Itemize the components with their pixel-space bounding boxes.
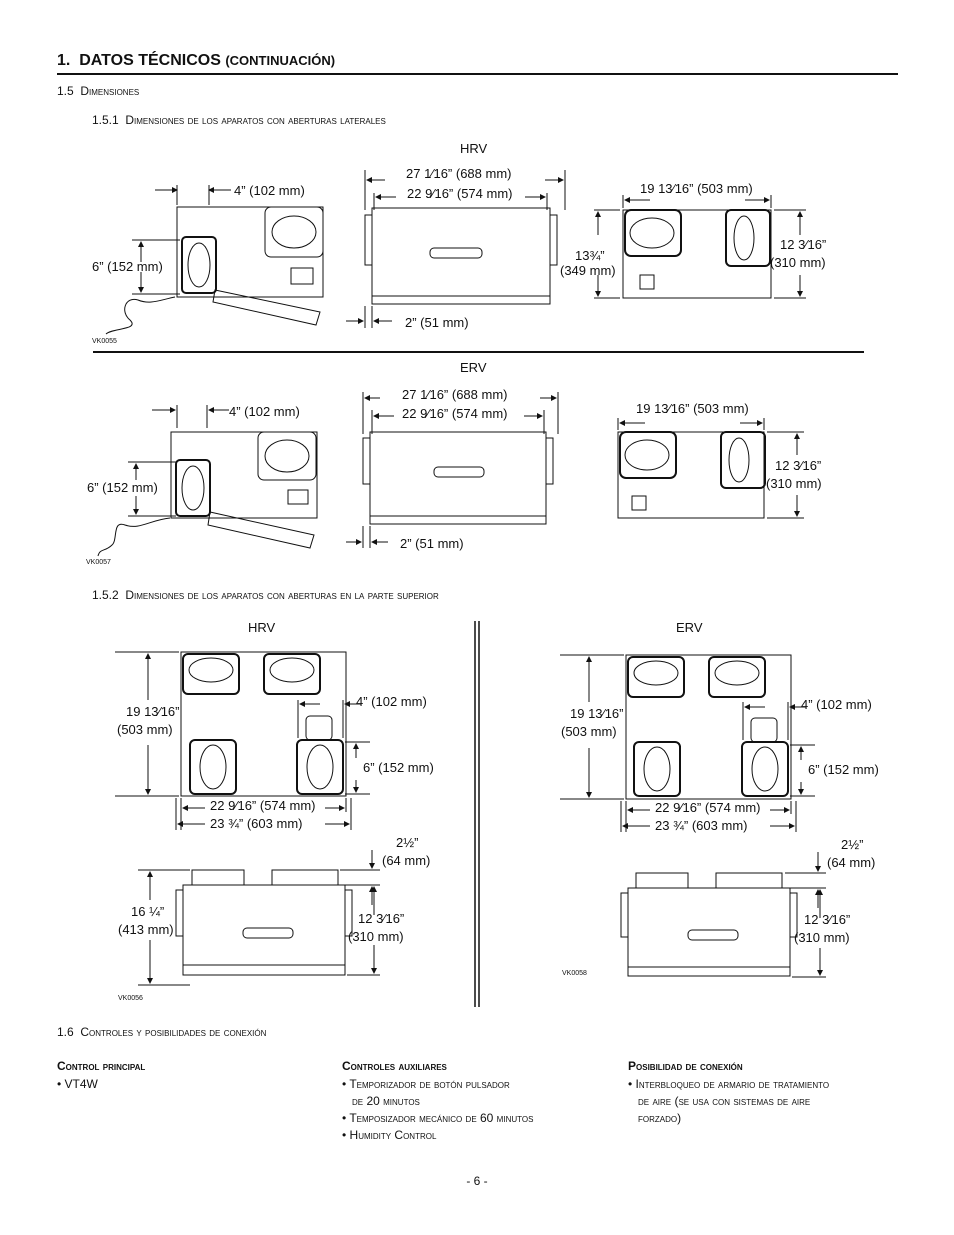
- controls-conn-item: de aire (se usa con sistemas de aire: [638, 1094, 811, 1108]
- title-suffix: (CONTINUACIÓN): [225, 53, 336, 68]
- controls-aux-item: • Humidity Control: [342, 1128, 437, 1142]
- erv-top-label: ERV: [676, 620, 703, 635]
- section-number: 1.5.1: [92, 113, 119, 127]
- erv-len-total-label: 27 1⁄16” (688 mm): [402, 387, 508, 402]
- page-number: - 6 -: [466, 1174, 488, 1188]
- title-number: 1.: [57, 52, 71, 69]
- section-title: Dimensiones: [80, 84, 140, 98]
- hrv-top-duct-dia-label: 4” (102 mm): [356, 694, 427, 709]
- hrv-len-body-label: 22 9⁄16” (574 mm): [407, 186, 513, 201]
- erv-side-b-label: (310 mm): [766, 476, 822, 491]
- controls-main-heading: Control principal: [57, 1059, 146, 1073]
- hrv-body-h-a-label: 12 3⁄16”: [358, 911, 405, 926]
- controls-conn-item: forzado): [638, 1111, 682, 1125]
- erv-body-label: 22 9⁄16” (574 mm): [655, 800, 761, 815]
- erv-body-h-b-label: (310 mm): [794, 930, 850, 945]
- hrv-depth-a-label: 19 13⁄16”: [126, 704, 180, 719]
- hrv-height-b-top-label: (413 mm): [118, 922, 174, 937]
- erv-width-label: 19 13⁄16” (503 mm): [636, 401, 749, 416]
- erv-len-body-label: 22 9⁄16” (574 mm): [402, 406, 508, 421]
- controls-conn: [628, 1058, 908, 1127]
- hrv-depth-b-label: (503 mm): [117, 722, 173, 737]
- hrv-total-label: 23 ¾” (603 mm): [210, 816, 303, 831]
- erv-flange-label: 2” (51 mm): [400, 536, 464, 551]
- hrv-side-b-label: (310 mm): [770, 255, 826, 270]
- erv-side-a-label: 12 3⁄16”: [775, 458, 822, 473]
- hrv-collar-a-label: 2½”: [396, 835, 419, 850]
- controls-main: [57, 1058, 317, 1093]
- controls-aux: [342, 1058, 612, 1144]
- section-number: 1.5.2: [92, 588, 119, 602]
- controls-aux-item: • Temposizador mecánico de 60 minutos: [342, 1111, 534, 1125]
- section-number: 1.5: [57, 84, 74, 98]
- controls-main-item: • VT4W: [57, 1077, 98, 1091]
- controls-conn-heading: Posibilidad de conexión: [628, 1059, 743, 1073]
- hrv-collar-b-label: (64 mm): [382, 853, 431, 868]
- erv-body-h-a-label: 12 3⁄16”: [804, 912, 851, 927]
- erv-top-duct-h-label: 6” (152 mm): [808, 762, 879, 777]
- erv-duct-h-label: 6” (152 mm): [87, 480, 158, 495]
- controls-aux-item: de 20 minutos: [352, 1094, 420, 1108]
- controls-conn-item: • Interbloqueo de armario de tratamiento: [628, 1077, 830, 1091]
- section-title: Dimensiones de los aparatos con aberturas laterales: [125, 113, 386, 127]
- hrv-duct-h-label: 6” (152 mm): [92, 259, 163, 274]
- hrv-side-a-label: 12 3⁄16”: [780, 237, 827, 252]
- hrv-side-code: VK0055: [92, 338, 117, 345]
- erv-top-duct-dia-label: 4” (102 mm): [801, 697, 872, 712]
- erv-collar-a-label: 2½”: [841, 837, 864, 852]
- hrv-top-label: HRV: [248, 620, 276, 635]
- hrv-flange-label: 2” (51 mm): [405, 315, 469, 330]
- hrv-body-label: 22 9⁄16” (574 mm): [210, 798, 316, 813]
- hrv-body-h-b-label: (310 mm): [348, 929, 404, 944]
- title-text: DATOS TÉCNICOS: [79, 52, 221, 69]
- hrv-side-unit-right: [594, 195, 806, 298]
- hrv-top-elevation: [138, 850, 380, 985]
- hrv-duct-dia-label: 4” (102 mm): [234, 183, 305, 198]
- hrv-width-label: 19 13⁄16” (503 mm): [640, 181, 753, 196]
- erv-total-label: 23 ¾” (603 mm): [655, 818, 748, 833]
- erv-collar-b-label: (64 mm): [827, 855, 876, 870]
- hrv-height-a-top-label: 16 ¼”: [131, 904, 165, 919]
- erv-depth-b-label: (503 mm): [561, 724, 617, 739]
- hrv-height-a-label: 13¾”: [575, 248, 605, 263]
- controls-aux-item: • Temporizador de botón pulsador: [342, 1077, 510, 1091]
- erv-top-code: VK0058: [562, 970, 587, 977]
- erv-top-elevation: [621, 852, 826, 977]
- hrv-top-code: VK0056: [118, 995, 143, 1002]
- hrv-len-total-label: 27 1⁄16” (688 mm): [406, 166, 512, 181]
- section-number: 1.6: [57, 1025, 74, 1039]
- controls-aux-heading: Controles auxiliares: [342, 1059, 447, 1073]
- erv-duct-dia-label: 4” (102 mm): [229, 404, 300, 419]
- erv-side-label: ERV: [460, 360, 487, 375]
- erv-side-code: VK0057: [86, 559, 111, 566]
- erv-depth-a-label: 19 13⁄16”: [570, 706, 624, 721]
- section-title: Dimensiones de los aparatos con aberturas en la parte superior: [125, 588, 439, 602]
- hrv-height-b-label: (349 mm): [560, 263, 616, 278]
- hrv-side-label: HRV: [460, 141, 488, 156]
- section-title: Controles y posibilidades de conexión: [80, 1025, 267, 1039]
- hrv-top-duct-h-label: 6” (152 mm): [363, 760, 434, 775]
